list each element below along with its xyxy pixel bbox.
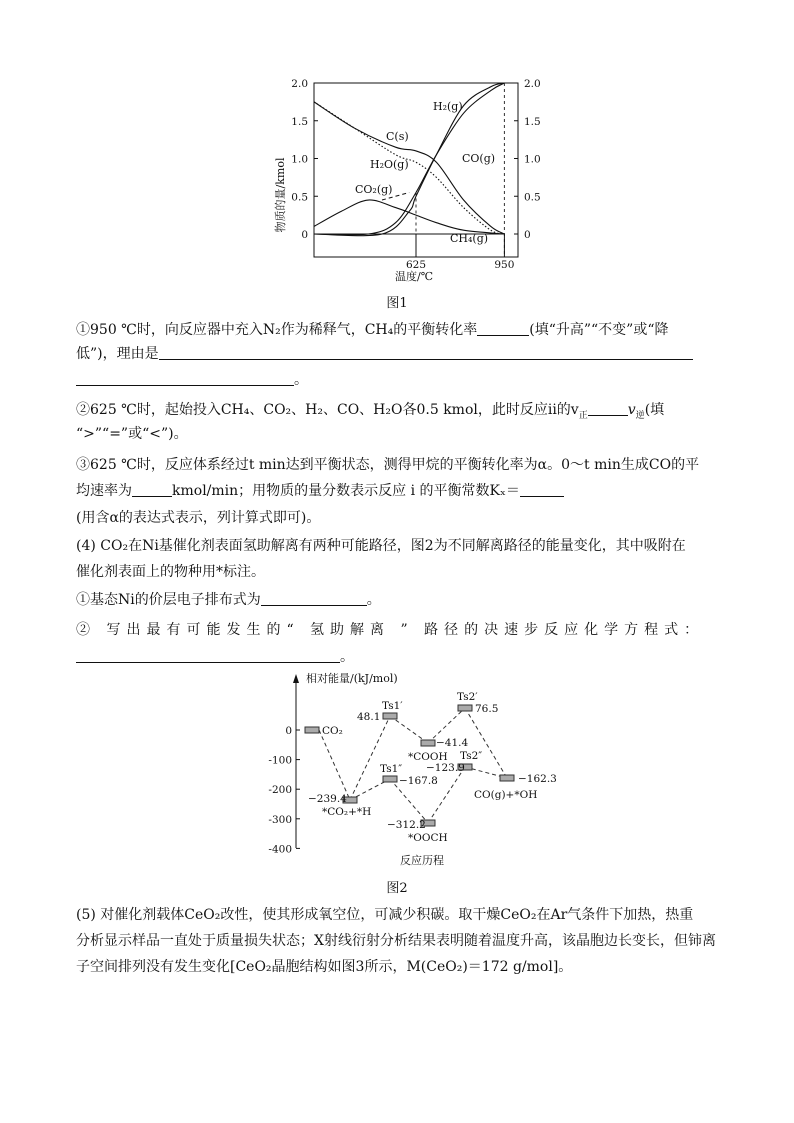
label-h2: H₂(g) bbox=[433, 100, 463, 113]
label-co2: CO₂(g) bbox=[355, 183, 393, 196]
figure-2-chart bbox=[250, 668, 570, 873]
answer-blank-3[interactable] bbox=[76, 369, 294, 386]
q3-text-b: 均速率为 bbox=[76, 483, 132, 499]
value-co-oh: −162.3 bbox=[518, 773, 557, 785]
q3-text-a: ③625 ℃时，反应体系经过t min达到平衡状态，测得甲烷的平衡转化率为α。0～t min生成CO的平 bbox=[76, 457, 700, 473]
answer-blank-4[interactable] bbox=[588, 399, 628, 416]
q3-text-c: kmol/min；用物质的量分数表示反应 i 的平衡常数Kₓ＝ bbox=[172, 483, 520, 499]
y-tick-label: -300 bbox=[268, 813, 292, 826]
value-co2-h: −239.4 bbox=[308, 793, 347, 805]
label-co-oh: CO(g)+*OH bbox=[474, 789, 538, 801]
y-tick-label-right: 1.5 bbox=[524, 115, 541, 128]
series-line-1 bbox=[314, 102, 504, 234]
figure-2 bbox=[250, 668, 570, 873]
label-c: C(s) bbox=[386, 130, 409, 143]
x-tick-label: 950 bbox=[494, 259, 515, 271]
level-ts1p bbox=[383, 713, 397, 719]
label-h2o: H₂O(g) bbox=[370, 158, 409, 171]
y-tick-label: -200 bbox=[268, 784, 292, 797]
q5-line2 bbox=[76, 929, 718, 953]
label-co2-h: *CO₂+*H bbox=[322, 806, 372, 818]
y-tick-label-right: 2.0 bbox=[524, 78, 541, 90]
q4-1-end: 。 bbox=[366, 592, 381, 608]
q1-line3 bbox=[76, 368, 718, 392]
figure-1-chart bbox=[270, 70, 560, 300]
q3-line3 bbox=[76, 506, 718, 530]
q4-line2 bbox=[76, 560, 718, 584]
label-cooh: *COOH bbox=[408, 751, 448, 763]
q4-1-text: ①基态Ni的价层电子排布式为 bbox=[76, 592, 261, 608]
y-tick-label: -100 bbox=[268, 754, 292, 767]
value-ts1p: 48.1 bbox=[357, 711, 381, 723]
label-ts2pp: Ts2″ bbox=[460, 750, 483, 762]
value-ooch: −312.2 bbox=[387, 819, 426, 831]
q2-v: v bbox=[627, 402, 636, 418]
series-line-2 bbox=[314, 102, 504, 234]
y-tick-label-right: 0.5 bbox=[524, 191, 541, 204]
x-tick-label: 625 bbox=[405, 259, 427, 271]
label-ts1pp: Ts1″ bbox=[380, 763, 403, 775]
y-tick-label-left: 2.0 bbox=[291, 78, 308, 90]
q4-sub2 bbox=[76, 618, 718, 642]
q4-2-text: ② 写出最有可能发生的“ 氢助解离 ” 路径的决速步反应化学方程式： bbox=[76, 622, 705, 638]
q2-text-b: (填 bbox=[644, 402, 665, 418]
q1-text-c: 低”)，理由是 bbox=[76, 346, 159, 362]
answer-blank-2[interactable] bbox=[159, 343, 693, 360]
y-tick-label-right: 1.0 bbox=[524, 153, 541, 166]
figure-2-caption: 图2 bbox=[386, 881, 408, 896]
label-co: CO(g) bbox=[462, 152, 496, 165]
q5-line1 bbox=[76, 903, 718, 927]
q4-2-end: 。 bbox=[340, 649, 354, 665]
level-ts1pp bbox=[383, 776, 397, 782]
q2-sub-forward: 正 bbox=[578, 410, 588, 421]
answer-blank-7[interactable] bbox=[261, 589, 367, 606]
y-tick-label-right: 0 bbox=[524, 229, 531, 241]
q5-text-c: 子空间排列没有发生变化[CeO₂晶胞结构如图3所示，M(CeO₂)＝172 g/mol]。 bbox=[76, 959, 573, 975]
level-ts2p bbox=[458, 705, 472, 711]
y-axis-label: 相对能量/(kJ/mol) bbox=[306, 672, 398, 685]
label-ooch: *OOCH bbox=[408, 832, 448, 844]
q4-text-b: 催化剂表面上的物种用*标注。 bbox=[76, 564, 265, 580]
label-co2: CO₂ bbox=[322, 725, 343, 737]
q3-line1 bbox=[76, 453, 718, 477]
y-tick-label-left: 0.5 bbox=[291, 191, 308, 204]
y-tick-label: 0 bbox=[285, 725, 292, 737]
y-tick-label-left: 1.0 bbox=[291, 153, 308, 166]
value-ts2p: 76.5 bbox=[475, 703, 499, 715]
q1-line2 bbox=[76, 342, 718, 366]
level-co2 bbox=[305, 727, 319, 733]
q3-line2 bbox=[76, 479, 718, 503]
x-axis-label: 温度/℃ bbox=[395, 270, 434, 283]
q2-text-c: “>”“=”或“<”)。 bbox=[76, 426, 188, 442]
y-axis-arrow bbox=[293, 674, 299, 683]
q4-line1 bbox=[76, 534, 718, 558]
level-cooh bbox=[421, 740, 435, 746]
q5-text-b: 分析显示样品一直处于质量损失状态；X射线衍射分析结果表明随着温度升高，该晶胞边长变长，但铈离 bbox=[76, 933, 716, 949]
label-ts2p: Ts2′ bbox=[457, 691, 478, 703]
q4-text-a: (4) CO₂在Ni基催化剂表面氢助解离有两种可能路径，图2为不同解离路径的能量变化，其中吸附在 bbox=[76, 538, 686, 554]
value-ts2pp: −123.9 bbox=[426, 762, 465, 774]
label-ts1p: Ts1′ bbox=[382, 700, 403, 712]
q2-sub-reverse: 逆 bbox=[635, 410, 645, 421]
y-tick-label-left: 1.5 bbox=[291, 115, 308, 128]
y-axis-label: 物质的量/kmol bbox=[274, 157, 287, 233]
answer-blank-8[interactable] bbox=[76, 646, 340, 663]
value-ts1pp: −167.8 bbox=[399, 775, 438, 787]
answer-blank-1[interactable] bbox=[477, 319, 529, 336]
q5-text-a: (5) 对催化剂载体CeO₂改性，使其形成氧空位，可减少积碳。取干燥CeO₂在Ar气条件下加热，热重 bbox=[76, 907, 694, 923]
level-co-oh bbox=[500, 775, 514, 781]
figure-1 bbox=[270, 70, 560, 300]
x-axis-label: 反应历程 bbox=[400, 854, 444, 867]
q2-line2 bbox=[76, 422, 718, 446]
q3-text-d: (用含α的表达式表示，列计算式即可)。 bbox=[76, 510, 321, 526]
value-cooh: −41.4 bbox=[436, 737, 469, 749]
q1-line1 bbox=[76, 318, 718, 342]
label-ch4: CH₄(g) bbox=[450, 232, 489, 245]
q1-text-end: 。 bbox=[294, 372, 308, 388]
q4-sub2-line2 bbox=[76, 645, 718, 669]
y-tick-label: -400 bbox=[268, 843, 292, 856]
q5-line3 bbox=[76, 955, 718, 979]
q1-text-b: (填“升高”“不变”或“降 bbox=[529, 322, 669, 338]
answer-blank-5[interactable] bbox=[132, 480, 172, 497]
q2-text-a: ②625 ℃时，起始投入CH₄、CO₂、H₂、CO、H₂O各0.5 kmol，此时反应ii的v bbox=[76, 402, 579, 418]
q4-sub1 bbox=[76, 588, 718, 612]
answer-blank-6[interactable] bbox=[520, 480, 564, 497]
q1-text-a: ①950 ℃时，向反应器中充入N₂作为稀释气，CH₄的平衡转化率 bbox=[76, 322, 478, 338]
y-tick-label-left: 0 bbox=[301, 229, 308, 241]
figure-1-caption: 图1 bbox=[386, 296, 408, 311]
